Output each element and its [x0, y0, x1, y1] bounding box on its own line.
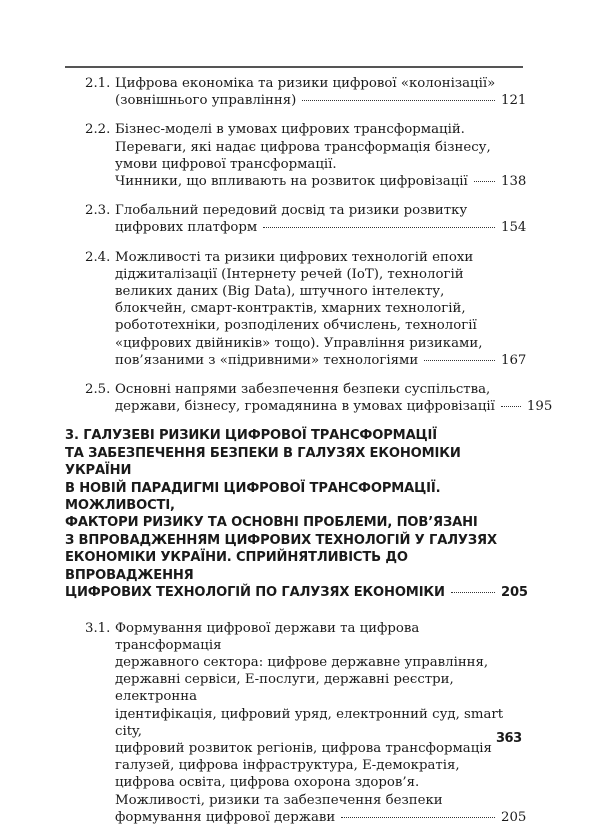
entry-line: галузей, цифрова інфраструктура, Е-демократія,: [115, 758, 460, 774]
toc-section-3: [65, 427, 528, 601]
entry-line: блокчейн, смарт-контрактів, хмарних технологій,: [115, 301, 466, 317]
entry-number: 2.1.: [85, 76, 111, 91]
section-page: 205: [501, 585, 528, 601]
toc-entry-2-3: [65, 202, 527, 236]
dot-leader: [424, 360, 495, 361]
entry-line: ідентифікація, цифровий уряд, електронний суд, smart city,: [115, 706, 504, 739]
dot-leader: [302, 100, 495, 101]
entry-last-line: держави, бізнесу, громадянина в умовах цифровізації: [115, 399, 495, 415]
entry-line: Цифрова економіка та ризики цифрової «колонізації»: [115, 76, 496, 91]
dot-leader: [474, 181, 495, 182]
toc-entry-2-5: [65, 381, 553, 415]
section-line: З ВПРОВАДЖЕННЯМ ЦИФРОВИХ ТЕХНОЛОГІЙ У ГАЛУЗЯХ: [65, 532, 497, 548]
table-of-contents: [65, 75, 553, 838]
section-line: ТА ЗАБЕЗПЕЧЕННЯ БЕЗПЕКИ В ГАЛУЗЯХ ЕКОНОМІКИ УКРАЇНИ: [65, 445, 461, 479]
dot-leader: [341, 817, 495, 818]
entry-line: робототехніки, розподілених обчислень, технології: [115, 318, 477, 334]
entry-line: діджиталізації (Інтернету речей (IoT), технологій: [115, 266, 464, 282]
entry-last-line: пов’язаними з «підривними» технологіями: [115, 352, 419, 368]
entry-line: Бізнес-моделі в умовах цифрових трансформацій.: [115, 122, 465, 138]
entry-line: Формування цифрової держави та цифрова трансформація: [115, 620, 420, 653]
entry-number: 2.3.: [85, 203, 111, 219]
entry-last-line: цифрових платформ: [115, 220, 258, 236]
entry-line: Переваги, які надає цифрова трансформація бізнесу,: [115, 139, 491, 155]
entry-line: цифрова освіта, цифрова охорона здоров’я.: [115, 775, 420, 791]
entry-line: умови цифрової трансформації.: [115, 156, 337, 172]
entry-line: Можливості, ризики та забезпечення безпеки: [115, 792, 443, 808]
entry-page: 167: [501, 352, 527, 368]
entry-line: Глобальний передовий досвід та ризики розвитку: [115, 203, 468, 219]
section-line: 3. ГАЛУЗЕВІ РИЗИКИ ЦИФРОВОЇ ТРАНСФОРМАЦІЇ: [65, 428, 437, 444]
entry-line: «цифрових двійників» тощо). Управління ризиками,: [115, 335, 483, 351]
section-line: ЕКОНОМІКИ УКРАЇНИ. СПРИЙНЯТЛИВІСТЬ ДО ВПРОВАДЖЕННЯ: [65, 550, 408, 583]
entry-page: 121: [501, 93, 527, 109]
entry-line: державного сектора: цифрове державне управління,: [115, 654, 489, 670]
toc-entry-3-1: [65, 620, 527, 826]
entry-line: великих даних (Big Data), штучного інтелекту,: [115, 284, 445, 300]
entry-number: 2.4.: [85, 249, 111, 265]
entry-number: 2.5.: [85, 382, 111, 398]
entry-page: 154: [501, 220, 527, 236]
toc-entry-2-1: [65, 75, 527, 109]
dot-leader: [263, 227, 495, 228]
section-last-line: ЦИФРОВИХ ТЕХНОЛОГІЙ ПО ГАЛУЗЯХ ЕКОНОМІКИ: [65, 585, 445, 601]
dot-leader: [451, 592, 495, 593]
toc-entry-2-4: [65, 249, 527, 369]
entry-page: 138: [501, 174, 527, 190]
entry-line: цифровий розвиток регіонів, цифрова трансформація: [115, 740, 492, 756]
section-line: В НОВІЙ ПАРАДИГМІ ЦИФРОВОЇ ТРАНСФОРМАЦІЇ. МОЖЛИВОСТІ,: [65, 480, 441, 514]
entry-page: 205: [501, 809, 527, 825]
entry-last-line: Чинники, що впливають на розвиток цифровізації: [115, 174, 468, 190]
section-line: ФАКТОРИ РИЗИКУ ТА ОСНОВНІ ПРОБЛЕМИ, ПОВ’ЯЗАНІ: [65, 515, 478, 531]
entry-line: Основні напрями забезпечення безпеки суспільства,: [115, 382, 491, 398]
entry-last-line: формування цифрової держави: [115, 809, 336, 825]
entry-last-line: (зовнішнього управління): [115, 93, 297, 109]
top-rule: [65, 66, 523, 68]
entry-page: 195: [526, 399, 553, 415]
entry-number: 3.1.: [85, 620, 111, 636]
toc-entry-2-2: [65, 121, 527, 190]
entry-number: 2.2.: [85, 122, 111, 138]
entry-line: Можливості та ризики цифрових технологій епохи: [115, 249, 474, 265]
entry-line: державні сервіси, Е-послуги, державні реєстри, електронна: [115, 672, 454, 705]
page-number: 363: [496, 731, 522, 746]
dot-leader: [501, 406, 521, 407]
